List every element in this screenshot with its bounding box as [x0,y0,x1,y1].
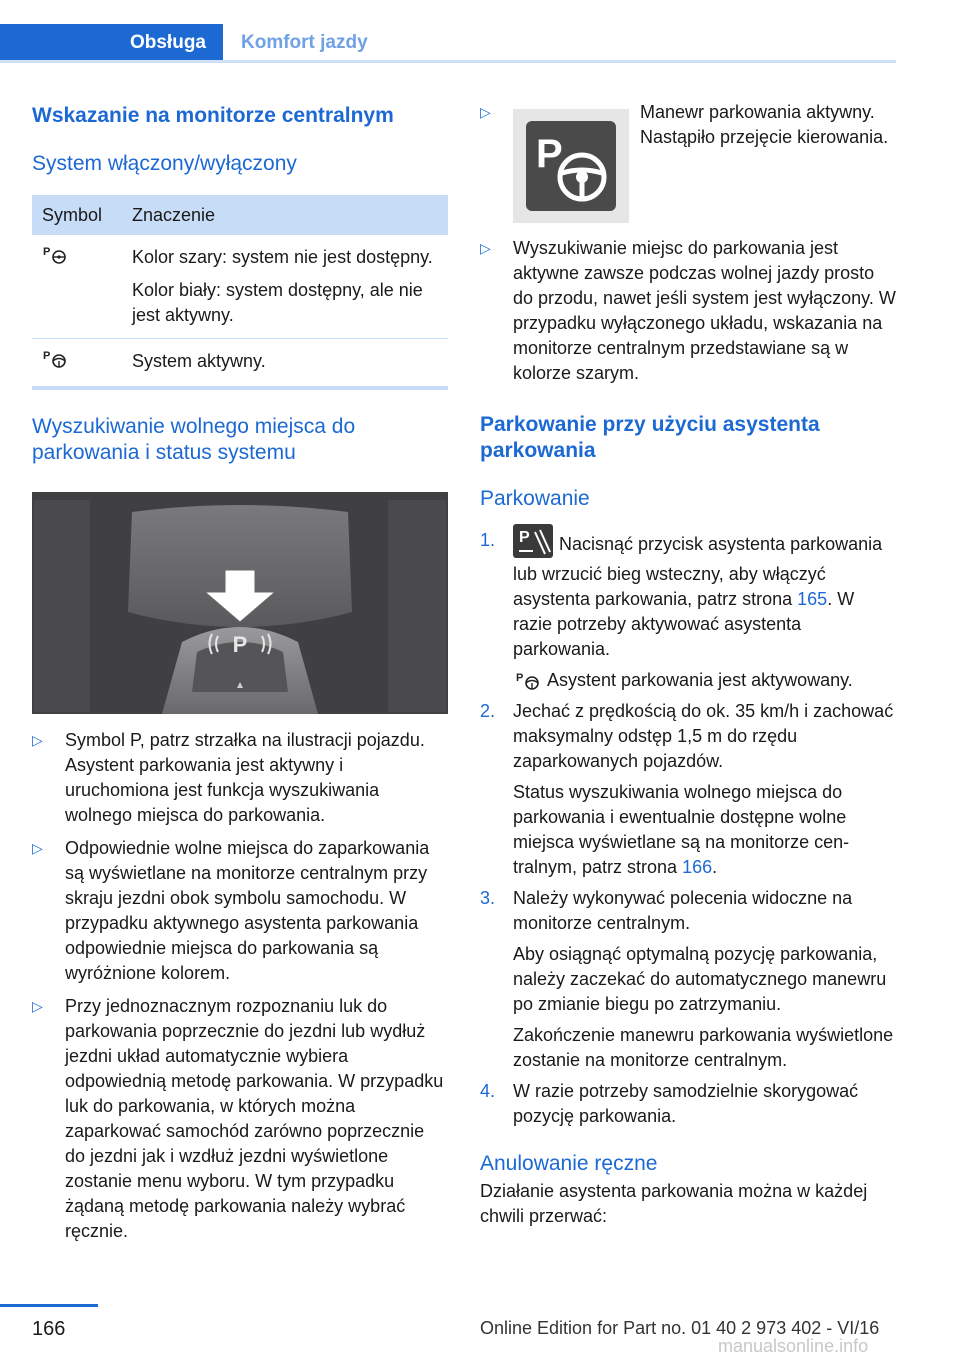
footer-divider [0,1304,98,1307]
park-assist-icon [42,245,68,265]
subtitle-parking: Parkowanie [480,487,590,510]
parking-illustration [32,492,448,714]
illustration-p-label: P [232,632,248,657]
parking-active-large-icon [513,109,629,223]
park-steering-icon [526,121,616,211]
header-divider [0,60,896,63]
triangle-bullet-icon: ▷ [32,998,43,1014]
list-item: ▷ Przy jednoznacznym rozpoznaniu luk do parkowania poprzecznie do jezdni lub wydłuż jezdni układ automatycznie wybiera odpowiednią metodę parkowania. W przypadku luk do parkowania, w których można zaparkować samochód zarówno poprzecznie do jezdni jak i wzdłuż jezdni wyświetlone zostanie menu wyboru. W tym przypadku żądaną metodę parkowania należy wybrać ręcznie. [32,996,444,1241]
triangle-bullet-icon: ▷ [480,240,491,256]
park-assist-active-icon [515,671,541,691]
svg-text:P: P [519,529,530,546]
svg-text:P: P [43,246,51,258]
edition-text: Online Edition for Part no. 01 40 2 973 402 - VI/16 [480,1318,880,1338]
list-item: 1. P Nacisnąć przycisk asystenta parkowania lub wrzucić bieg wsteczny, aby włączyć asystenta parkowania, patrz strona 165. W razie potrzeby aktywować asystenta parkowania. P Asystent parkowania jest aktywowany. [480,528,896,693]
section-title-monitor: Wskazanie na monitorze centralnym [32,104,394,127]
symbol-white-meaning: Kolor biały: system dostępny, ale nie jest aktywny. [132,280,423,325]
parking-active-symbol [32,339,122,389]
triangle-bullet-icon: ▷ [32,732,43,748]
table-row [32,339,448,389]
list-item: ▷ Wyszukiwanie miejsc do parkowania jest aktywne zawsze podczas wolnej jazdy prosto do przodu, nawet jeśli system jest wyłączony. W przypadku wyłączonego układu, wskazania na monitorze centralnym przedstawiane są w kolorze szarym. [480,238,896,383]
right-column [480,100,896,1229]
triangle-bullet-icon: ▷ [480,104,491,120]
list-item: 2. Jechać z prędkością do ok. 35 km/h i zachować maksymalny odstęp 1,5 m do rzędu zaparkowanych pojazdów. Status wyszukiwania wolnego miejsca do parkowania i ewentualnie dostępne wolne miejsca wyświetlane są na monitorze centralnym, patrz strona 166. [480,701,894,877]
status-bullets [480,100,896,386]
symbol-grey-meaning: Kolor szary: system nie jest dostępny. [132,247,433,267]
park-assist-button-icon [513,524,553,558]
table-header-symbol: Symbol [32,195,122,235]
page-number: 166 [32,1318,66,1340]
symbol-table [32,195,448,390]
left-column [32,100,448,1244]
table-row [32,235,448,339]
tab-obsluga[interactable]: Obsługa [0,24,223,61]
cancel-text: Działanie asystenta parkowania można w każdej chwili przerwać: [480,1181,868,1226]
list-item: 4. W razie potrzeby samodzielnie skorygować pozycję parkowania. [480,1081,859,1126]
section-title-parking-assistant: Parkowanie przy użyciu asystenta parkowania [480,413,820,462]
list-item: 3. Należy wykonywać polecenia widoczne na monitorze centralnym. Aby osiągnąć optymalną pozycję parkowania, należy zaczekać do automatycznego manewru po zmianie biegu po zatrzymaniu. Zakończenie manewru parkowania wyświetlone zostanie na monitorze centralnym. [480,888,894,1070]
tab-komfort-jazdy[interactable]: Komfort jazdy [241,32,368,53]
park-assist-active-icon [42,349,68,369]
page-link-166[interactable]: 166 [682,857,713,877]
svg-text:P: P [536,132,563,176]
list-item: ▷ Symbol P, patrz strzałka na ilustracji pojazdu. Asystent parkowania jest aktywny i uruchomiona jest funkcja wyszukiwania wolnego miejsca do parkowania. [32,730,425,825]
triangle-bullet-icon: ▷ [32,840,43,856]
list-item: ▷ P Manewr parkowania aktywny. Nastąpiło przejęcie kierowania. [480,100,896,228]
subtitle-manual-cancel: Anulowanie ręczne [480,1152,658,1175]
page-link-165[interactable]: 165 [797,589,828,609]
watermark: manualsonline.info [718,1336,869,1356]
subtitle-system-on-off: System włączony/wyłączony [32,152,297,175]
symbol-active-meaning: System aktywny. [132,351,266,371]
list-item: ▷ Odpowiednie wolne miejsca do zaparkowania są wyświetlane na monitorze centralnym przy skraju jezdni obok symbolu samochodu. W przypadku aktywnego asystenta parkowania odpowiednie miejsca do parkowania są wyróżnione kolorem. [32,838,430,983]
search-bullets [32,728,448,1244]
table-header-meaning: Znaczenie [122,195,448,235]
header [0,0,960,62]
car-top-view-image [32,492,448,714]
svg-text:P: P [516,672,524,685]
svg-text:P: P [43,350,51,362]
parking-steps [480,528,896,1129]
section-title-search: Wyszukiwanie wolnego miejsca do parkowania i status systemu [32,415,356,464]
parking-symbol-icon [32,235,122,339]
